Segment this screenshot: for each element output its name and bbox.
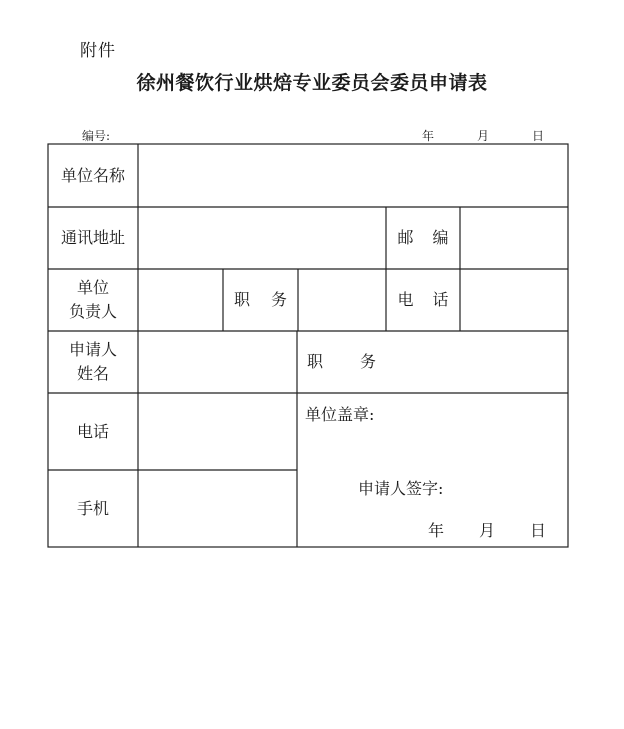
position-field-1[interactable] <box>299 270 385 330</box>
applicant-name-label-line2: 姓名 <box>76 364 109 383</box>
unit-name-label: 单位名称 <box>60 165 125 185</box>
address-label: 通讯地址 <box>60 228 125 247</box>
postcode-label-text: 邮 编 <box>397 228 449 247</box>
unit-head-label-line1: 单位 <box>76 278 109 297</box>
page-title: 徐州餐饮行业烘焙专业委员会委员申请表 <box>136 72 488 94</box>
sign-date-day: 日 <box>530 521 547 540</box>
phone-label-1 <box>386 269 460 331</box>
phone-label-1-text: 电 话 <box>397 290 449 309</box>
date-month-label: 月 <box>477 129 490 143</box>
sign-date-year: 年 <box>428 521 445 540</box>
mobile-field[interactable] <box>139 471 296 546</box>
sign-date-month: 月 <box>479 521 496 540</box>
position-label-2-text: 职 务 <box>306 352 377 371</box>
unit-head-label <box>48 269 138 331</box>
applicant-signature-label: 申请人签字: <box>358 479 444 498</box>
address-field[interactable] <box>139 208 385 268</box>
postcode-label <box>386 207 460 269</box>
mobile-label: 手机 <box>76 498 109 518</box>
phone-field-2[interactable] <box>139 394 296 469</box>
applicant-name-label <box>48 331 138 393</box>
date-year-label: 年 <box>422 129 435 143</box>
position-label-1-text: 职 务 <box>233 290 288 309</box>
unit-name-field[interactable] <box>139 145 567 206</box>
phone-label-2: 电话 <box>76 421 109 441</box>
postcode-field[interactable] <box>461 208 567 268</box>
unit-head-label-line2: 负责人 <box>68 302 117 321</box>
unit-seal-label: 单位盖章: <box>305 405 375 424</box>
number-label: 编号: <box>82 129 111 143</box>
position-label-2 <box>297 331 386 393</box>
date-day-label: 日 <box>532 129 545 143</box>
phone-field-1[interactable] <box>461 270 567 330</box>
applicant-name-label-line1: 申请人 <box>68 340 117 359</box>
unit-head-field[interactable] <box>139 270 222 330</box>
applicant-name-field[interactable] <box>139 332 296 392</box>
position-field-2[interactable] <box>387 332 567 392</box>
attachment-label: 附件 <box>80 41 116 61</box>
position-label-1 <box>223 269 298 331</box>
seal-signature-area[interactable] <box>298 420 567 470</box>
